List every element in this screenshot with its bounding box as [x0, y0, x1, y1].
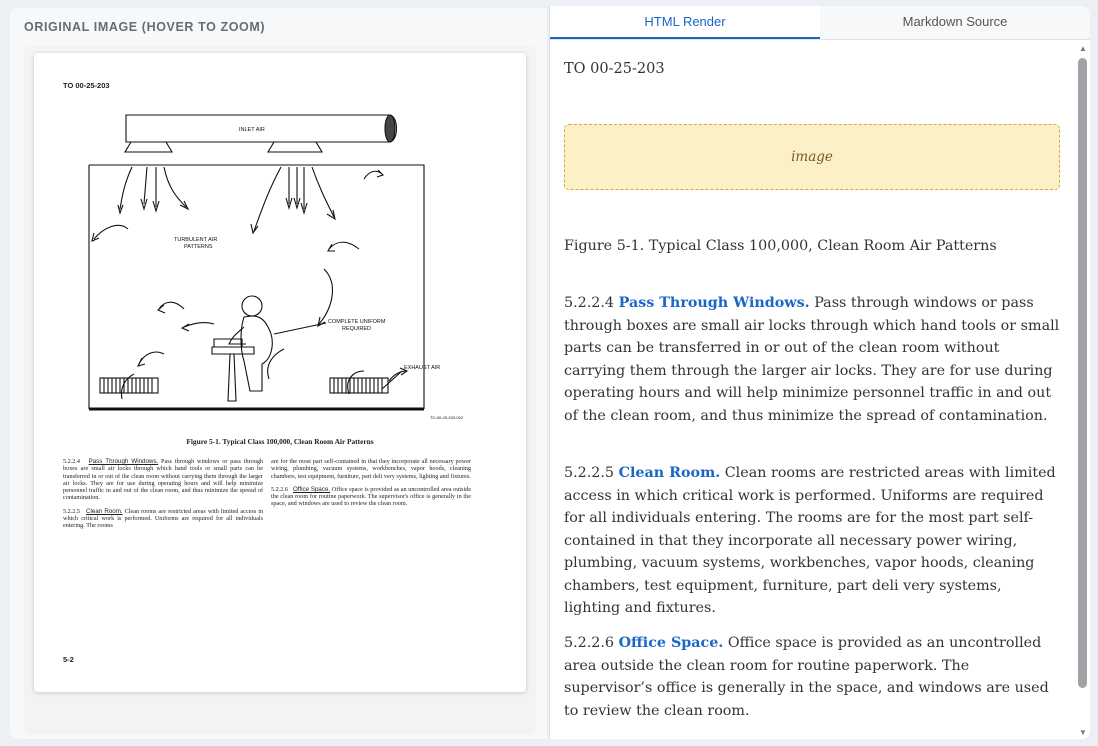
page-doc-code: TO 00-25-203: [63, 81, 110, 90]
para-heading-office-space: Office Space.: [618, 635, 724, 651]
scrollbar-thumb[interactable]: [1078, 58, 1087, 688]
label-uniform-1: COMPLETE UNIFORM: [328, 319, 386, 325]
label-fig-code: TO-00-25-203-002: [430, 415, 464, 420]
label-turbulent-1: TURBULENT AIR: [174, 237, 218, 243]
rendered-doc-code: TO 00-25-203: [564, 61, 665, 77]
rendered-figure-caption: Figure 5-1. Typical Class 100,000, Clean Room Air Patterns: [564, 238, 997, 254]
room-wall: [89, 165, 424, 409]
para-heading-clean-room: Clean Room.: [618, 465, 721, 481]
tab-markdown-source[interactable]: Markdown Source: [902, 14, 1008, 29]
exhaust-grill-left: [100, 378, 158, 393]
page-column-1: [63, 458, 263, 536]
page-column-2: [271, 458, 471, 514]
workbench: [212, 347, 254, 401]
diffuser-right: [268, 142, 322, 152]
page-para-5-2-2-5-cont: are for the most part self-contained in that they incorporate all necessary power wiring, plumbing, vacuum systems, workbenches, vapor hoods, cleaning chambers, test equipment, furniture, part deli very systems, lighting and fixtures.: [271, 458, 471, 480]
worker-head: [242, 296, 262, 316]
page-number: 5-2: [63, 655, 74, 664]
tab-html-render[interactable]: HTML Render: [550, 6, 820, 39]
page-figure-caption: Figure 5-1. Typical Class 100,000, Clean Room Air Patterns: [186, 437, 374, 446]
diffuser-left: [125, 142, 172, 152]
scanned-document-page: [34, 53, 526, 692]
scroll-down-arrow-icon[interactable]: ▼: [1079, 728, 1087, 737]
label-exhaust: EXHAUST AIR: [404, 365, 441, 371]
label-inlet-air: INLET AIR: [239, 127, 265, 133]
label-uniform-2: REQUIRED: [342, 326, 372, 332]
duct-end: [385, 115, 395, 142]
original-image-panel: [10, 8, 547, 739]
scroll-up-arrow-icon[interactable]: ▲: [1079, 44, 1087, 53]
label-turbulent-2: PATTERNS: [184, 244, 213, 250]
para-number: 5.2.2.6: [564, 635, 615, 651]
rendered-para-5-2-2-5: [564, 462, 1060, 620]
original-image-title: ORIGINAL IMAGE (HOVER TO ZOOM): [24, 20, 266, 34]
rendered-para-5-2-2-6: [564, 632, 1060, 722]
rendered-para-5-2-2-4: [564, 292, 1060, 427]
rendered-content[interactable]: [564, 40, 1060, 739]
exhaust-grill-right: [330, 378, 388, 393]
para-text: Office space is provided as an uncontrolled area outside the clean room for routine paperwork. The supervisor’s office is generally in the space, and windows are used to review the clean room.: [564, 635, 1049, 719]
para-heading-pass-through-windows: Pass Through Windows.: [618, 295, 810, 311]
view-tabs: [550, 6, 1090, 40]
image-placeholder: image: [564, 124, 1060, 190]
para-text: Pass through windows or pass through boxes are small air locks through which hand tools or small parts can be transferred in or out of the clean room without carrying them through the larger air locks. They are for use during operating hours and will help minimize personnel traffic in and out of the clean room, and thus minimize the spread of contamination.: [564, 295, 1060, 424]
para-number: 5.2.2.4: [564, 295, 615, 311]
zoomable-image-area[interactable]: [24, 46, 536, 734]
para-number: 5.2.2.5: [564, 465, 615, 481]
render-panel: [549, 6, 1090, 739]
para-text: Clean rooms are restricted areas with limited access in which critical work is performed. Uniforms are required for all individuals entering. The rooms are for the most part self-contained in that they incorporate all necessary power wiring, plumbing, vacuum systems, workbenches, vapor hoods, cleaning chambers, test equipment, furniture, part deli very systems, lighting and fixtures.: [564, 465, 1056, 616]
page-para-5-2-2-6: 5.2.2.6 Office Space. Office space is provided as an uncontrolled area outside the clean room for routine paperwork. The supervisor's office is generally in the space, and windows are used to review the clean room.: [271, 485, 472, 508]
clean-room-air-pattern-figure: [64, 109, 484, 429]
page-para-5-2-2-5: 5.2.2.5 Clean Room. Clean rooms are restricted areas with limited access in which critical work is performed. Uniforms are required for all individuals entering. The rooms: [63, 507, 264, 530]
page-para-5-2-2-4: 5.2.2.4 Pass Through Windows. Pass through windows or pass through boxes are small air locks through which hand tools or small parts can be transferred in or out of the clean room without carrying them through the larger air locks. They are for use during operating hours and will help minimize personnel traffic in and out of the clean room, and thus minimize the spread of contamination.: [63, 458, 264, 502]
content-scrollbar[interactable]: [1077, 42, 1088, 737]
